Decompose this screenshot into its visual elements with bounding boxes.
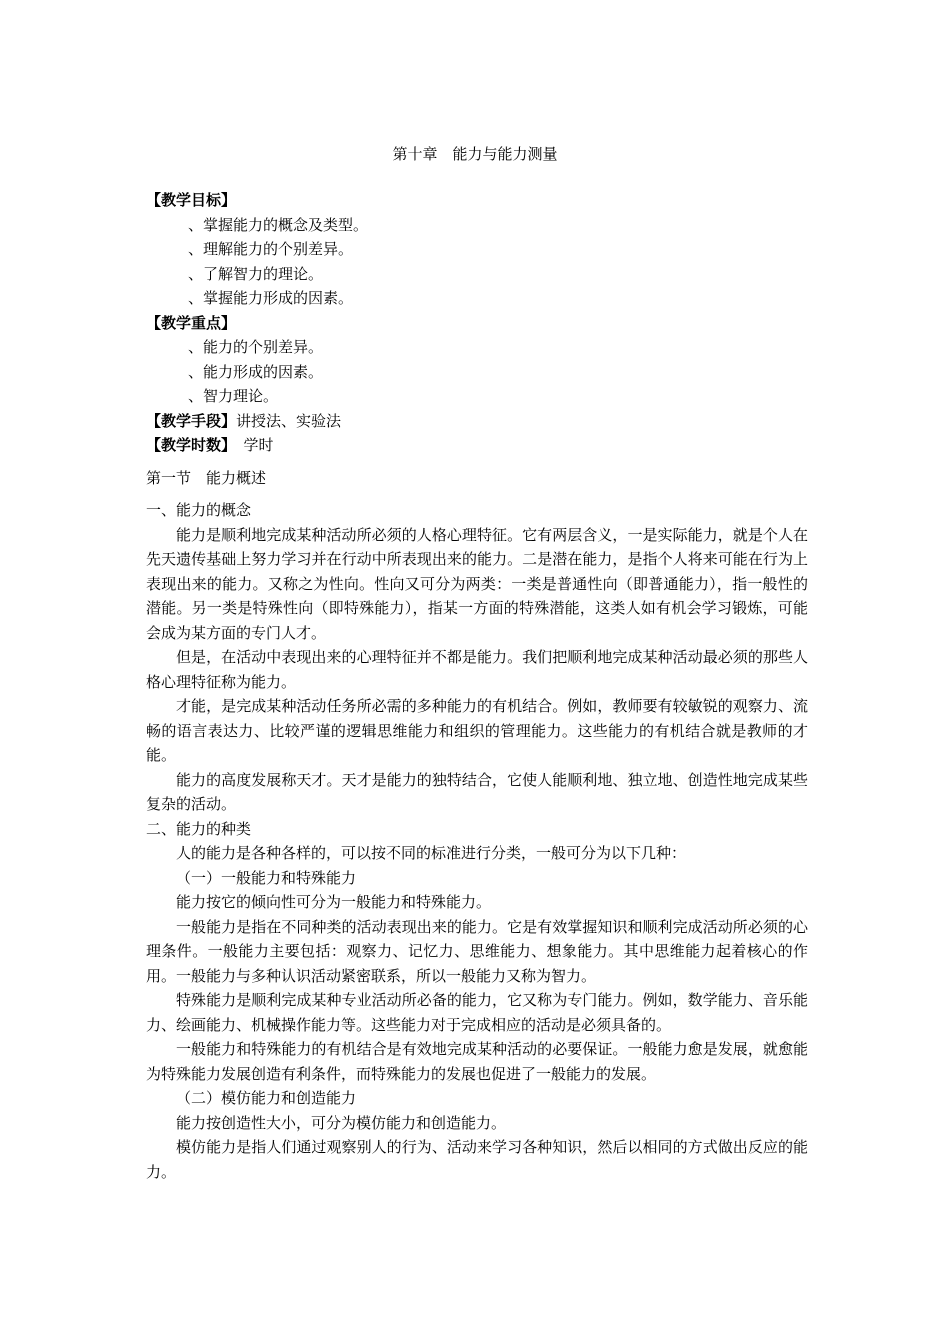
paragraph: 特殊能力是顺利完成某种专业活动所必备的能力，它又称为专门能力。例如，数学能力、音乐能力、绘画能力、机械操作能力等。这些能力对于完成相应的活动是必须具备的。	[146, 991, 808, 1034]
objective-item: 、理解能力的个别差异。	[188, 240, 354, 258]
paragraph: 一般能力是指在不同种类的活动表现出来的能力。它是有效掌握知识和顺利完成活动所必须的心理条件。一般能力主要包括：观察力、记忆力、思维能力、想象能力。其中思维能力起着核心的作用。一般能力与多种认识活动紧密联系，所以一般能力又称为智力。	[146, 917, 808, 985]
heading-types: 二、能力的种类	[146, 819, 252, 838]
paragraph: 能力的高度发展称天才。天才是能力的独特结合，它使人能顺利地、独立地、创造性地完成某些复杂的活动。	[146, 770, 808, 813]
objective-item: 、掌握能力的概念及类型。	[188, 215, 369, 234]
subheading: （二）模仿能力和创造能力	[176, 1089, 357, 1107]
methods-row	[146, 409, 808, 434]
keypoint-item: 、智力理论。	[188, 387, 279, 405]
methods-label: 【教学手段】	[146, 411, 237, 430]
keypoint-item: 、能力的个别差异。	[188, 338, 324, 356]
methods-value: 讲授法、实验法	[236, 411, 342, 430]
keypoint-item: 、能力形成的因素。	[188, 362, 324, 381]
paragraph: 能力是顺利地完成某种活动所必须的人格心理特征。它有两层含义，一是实际能力，就是个人在先天遗传基础上努力学习并在行动中所表现出来的能力。二是潜在能力，是指个人将来可能在行为上表现出来的能力。又称之为性向。性向又可分为两类：一类是普通性向（即普通能力），指一般性的潜能。另一类是特殊性向（即特殊能力），指某一方面的特殊潜能，这类人如有机会学习锻炼，可能会成为某方面的专门人才。	[146, 525, 808, 642]
chapter-title: 第十章 能力与能力测量	[392, 145, 558, 163]
paragraph: 才能，是完成某种活动任务所必需的多种能力的有机结合。例如，教师要有较敏锐的观察力、流畅的语言表达力、比较严谨的逻辑思维能力和组织的管理能力。这些能力的有机结合就是教师的才能。	[146, 697, 808, 764]
paragraph: 一般能力和特殊能力的有机结合是有效地完成某种活动的必要保证。一般能力愈是发展，就愈能为特殊能力发展创造有利条件，而特殊能力的发展也促进了一般能力的发展。	[146, 1040, 808, 1083]
hours-label: 【教学时数】	[146, 436, 229, 454]
objective-item: 、掌握能力形成的因素。	[188, 289, 354, 307]
paragraph: 模仿能力是指人们通过观察别人的行为、活动来学习各种知识，然后以相同的方式做出反应的能力。	[146, 1138, 808, 1181]
keypoints-label: 【教学重点】	[146, 313, 237, 332]
paragraph: 但是，在活动中表现出来的心理特征并不都是能力。我们把顺利地完成某种活动最必须的那些人格心理特征称为能力。	[146, 648, 808, 691]
section-heading: 第一节 能力概述	[146, 468, 267, 487]
paragraph: 能力按它的倾向性可分为一般能力和特殊能力。	[176, 893, 492, 911]
hours-row	[146, 433, 808, 458]
hours-value: 学时	[228, 436, 274, 454]
paragraph: 人的能力是各种各样的，可以按不同的标准进行分类，一般可分为以下几种：	[176, 844, 687, 862]
objectives-label: 【教学目标】	[146, 191, 237, 209]
document-body	[146, 188, 808, 1184]
heading-concept: 一、能力的概念	[146, 501, 252, 519]
paragraph: 能力按创造性大小，可分为模仿能力和创造能力。	[176, 1113, 507, 1132]
objective-item: 、了解智力的理论。	[188, 264, 324, 283]
subheading: （一）一般能力和特殊能力	[176, 868, 357, 887]
